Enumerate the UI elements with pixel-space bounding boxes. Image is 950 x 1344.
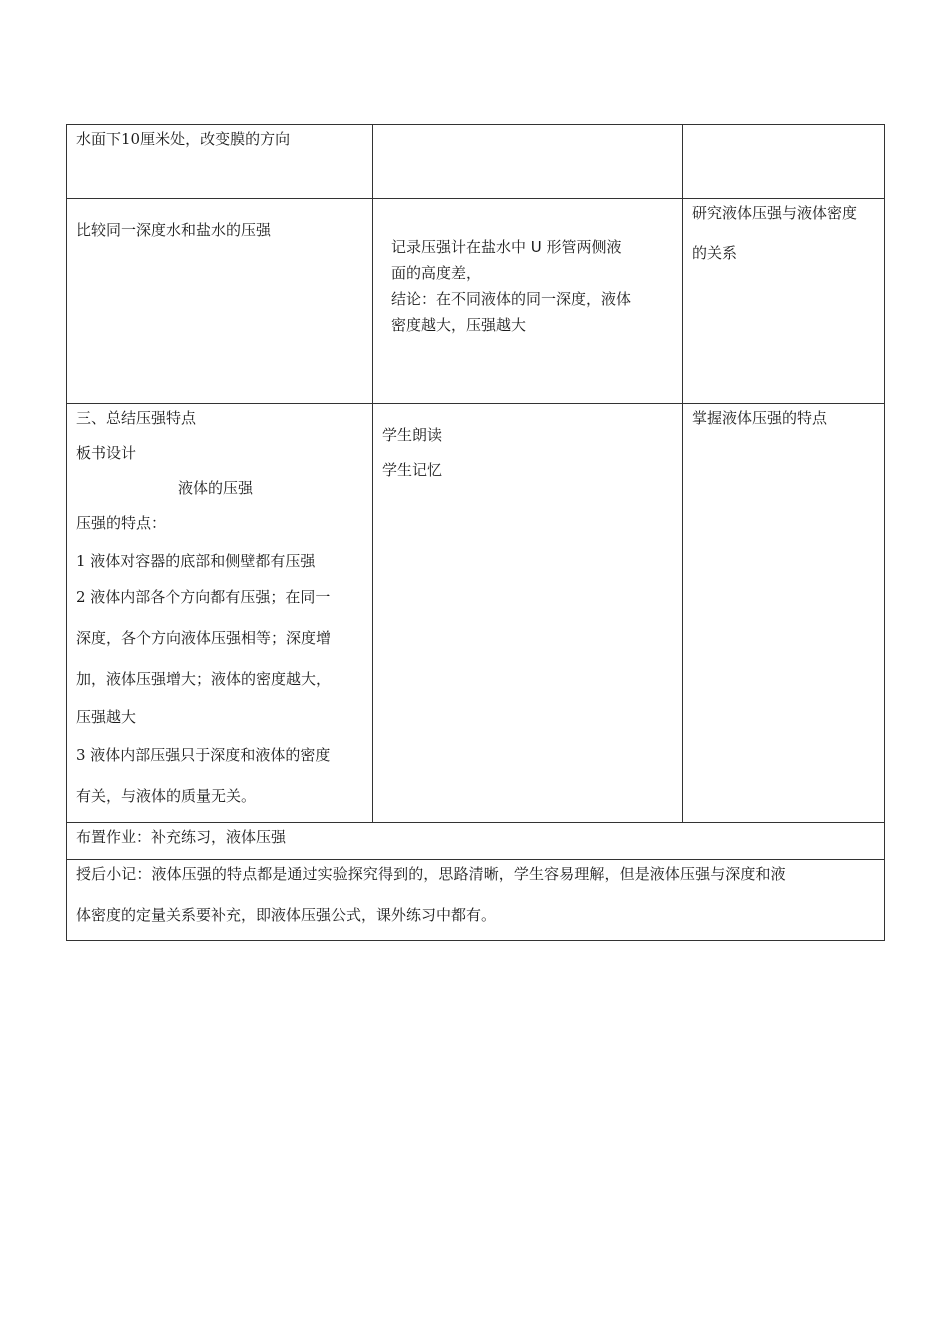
intent-cell [683, 199, 885, 404]
student-text: 结论：在不同液体的同一深度，液体 [391, 290, 632, 308]
activity-text: 3 液体内部压强只于深度和液体的密度 [76, 746, 331, 764]
intent-cell [683, 125, 885, 199]
activity-text: 压强的特点： [76, 514, 167, 532]
activity-text: 加，液体压强增大；液体的密度越大， [76, 670, 332, 688]
student-cell [373, 125, 683, 199]
intent-text: 掌握液体压强的特点 [692, 409, 828, 427]
activity-text: 2 液体内部各个方向都有压强；在同一 [76, 588, 331, 606]
reflection-text: 体密度的定量关系要补充，即液体压强公式，课外练习中都有。 [76, 906, 497, 924]
activity-text: 水面下10厘米处，改变膜的方向 [76, 130, 291, 148]
activity-cell [67, 125, 373, 199]
section-heading: 三、总结压强特点 [76, 409, 197, 427]
intent-cell [683, 404, 885, 823]
intent-text: 研究液体压强与液体密度 [692, 204, 858, 222]
homework-text: 布置作业：补充练习，液体压强 [76, 828, 287, 846]
reflection-cell [67, 860, 885, 941]
student-text: 学生记忆 [382, 461, 443, 479]
activity-cell [67, 199, 373, 404]
lesson-plan-table [66, 124, 885, 941]
activity-text: 1 液体对容器的底部和侧壁都有压强 [76, 552, 316, 570]
student-cell [373, 404, 683, 823]
board-title: 液体的压强 [178, 479, 254, 497]
student-cell [373, 199, 683, 404]
homework-row [67, 823, 885, 860]
activity-text: 板书设计 [76, 444, 137, 462]
activity-text: 有关，与液体的质量无关。 [76, 787, 257, 805]
activity-text: 深度，各个方向液体压强相等；深度增 [76, 629, 332, 647]
reflection-text: 授后小记：液体压强的特点都是通过实验探究得到的，思路清晰，学生容易理解，但是液体压强与深度和液 [76, 865, 786, 883]
reflection-row [67, 860, 885, 941]
table-row [67, 404, 885, 823]
table-row [67, 199, 885, 404]
activity-cell [67, 404, 373, 823]
student-text: 学生朗读 [382, 426, 443, 444]
student-text: 面的高度差， [391, 264, 482, 282]
student-text: 密度越大，压强越大 [391, 316, 527, 334]
student-text: 记录压强计在盐水中 U 形管两侧液 [391, 238, 622, 256]
activity-text: 比较同一深度水和盐水的压强 [76, 221, 272, 239]
table-row [67, 125, 885, 199]
activity-text: 压强越大 [76, 708, 137, 726]
intent-text: 的关系 [692, 244, 738, 262]
homework-cell [67, 823, 885, 860]
